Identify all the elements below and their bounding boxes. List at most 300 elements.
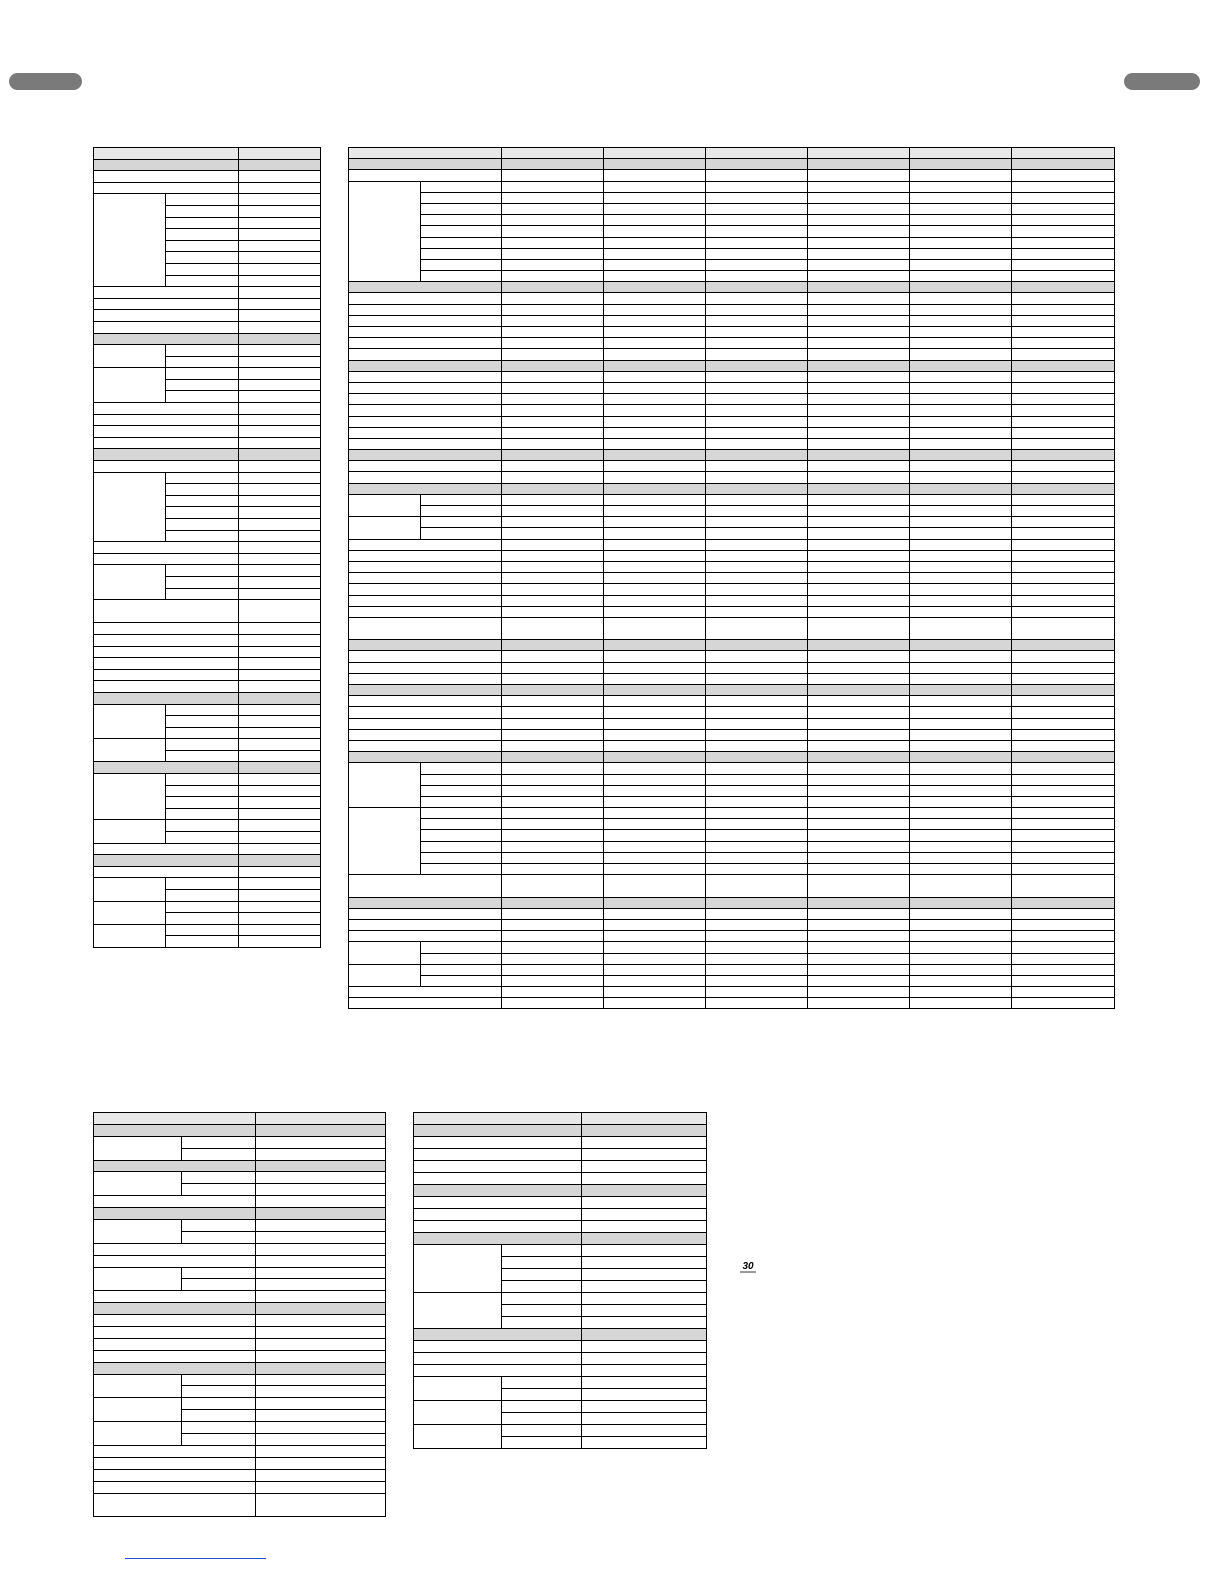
row-label <box>349 539 502 550</box>
value-cell <box>808 416 910 427</box>
value-cell <box>604 942 706 953</box>
value-cell <box>910 987 1012 998</box>
value-cell <box>1012 696 1115 707</box>
group-label <box>94 739 166 762</box>
section-row <box>349 360 1115 371</box>
sub-row-label <box>421 785 502 796</box>
value-cell <box>604 707 706 718</box>
value-cell <box>502 919 604 930</box>
value-cell <box>1012 237 1115 248</box>
sub-row-label <box>166 727 239 739</box>
value-cell <box>604 550 706 561</box>
value-cell <box>604 819 706 830</box>
value-cell <box>808 584 910 595</box>
group-label <box>94 774 166 820</box>
value-cell <box>502 259 604 270</box>
value-cell <box>910 405 1012 416</box>
table-row <box>414 1425 707 1437</box>
table-row <box>94 461 321 473</box>
section-row <box>349 640 1115 651</box>
row-label <box>349 472 502 483</box>
value-cell <box>706 897 808 908</box>
sub-row-label <box>166 890 239 902</box>
sub-row-label <box>502 1401 582 1413</box>
value-cell <box>706 640 808 651</box>
value-cell <box>502 617 604 639</box>
section-label <box>349 360 502 371</box>
value-cell <box>910 382 1012 393</box>
value-cell <box>808 606 910 617</box>
value-cell <box>502 506 604 517</box>
table-row <box>414 1341 707 1353</box>
row-label <box>94 600 239 623</box>
table-row <box>94 1196 386 1208</box>
table-row <box>94 669 321 681</box>
value-cell <box>582 1257 707 1269</box>
row-label <box>349 461 502 472</box>
row-label <box>414 1149 582 1161</box>
value-cell <box>706 192 808 203</box>
sub-row-label <box>166 229 239 241</box>
value-cell <box>1012 841 1115 852</box>
row-label <box>94 623 239 635</box>
table-row <box>94 565 321 577</box>
value-cell <box>239 298 321 310</box>
section-row <box>94 333 321 345</box>
value-cell <box>1012 998 1115 1009</box>
group-label <box>349 763 421 808</box>
value-cell <box>706 953 808 964</box>
value-cell <box>239 820 321 832</box>
table-row <box>349 830 1115 841</box>
section-row <box>94 159 321 171</box>
value-cell <box>604 371 706 382</box>
value-cell <box>256 1113 386 1125</box>
table-row <box>94 774 321 786</box>
value-cell <box>706 998 808 1009</box>
sub-row-label <box>421 528 502 539</box>
value-cell <box>910 271 1012 282</box>
sub-row-label <box>166 368 239 380</box>
value-cell <box>502 998 604 1009</box>
table-row <box>349 327 1115 338</box>
table-row <box>94 1445 386 1457</box>
value-cell <box>1012 830 1115 841</box>
value-cell <box>808 919 910 930</box>
section-row <box>414 1125 707 1137</box>
value-cell <box>502 494 604 505</box>
value-cell <box>706 785 808 796</box>
value-cell <box>239 379 321 391</box>
value-cell <box>706 763 808 774</box>
section-label <box>94 1208 256 1220</box>
value-cell <box>582 1281 707 1293</box>
value-cell <box>808 394 910 405</box>
sub-row-label <box>502 1389 582 1401</box>
value-cell <box>910 785 1012 796</box>
value-cell <box>502 427 604 438</box>
value-cell <box>706 338 808 349</box>
value-cell <box>808 662 910 673</box>
value-cell <box>582 1353 707 1365</box>
table-row <box>349 595 1115 606</box>
value-cell <box>239 901 321 913</box>
table-row <box>349 528 1115 539</box>
group-label <box>349 181 421 282</box>
value-cell <box>239 333 321 345</box>
value-cell <box>910 875 1012 897</box>
table-row <box>349 763 1115 774</box>
section-row <box>349 897 1115 908</box>
sub-row-label <box>166 391 239 403</box>
value-cell <box>239 368 321 380</box>
table-row <box>349 550 1115 561</box>
table-row <box>94 345 321 357</box>
sub-row-label <box>421 774 502 785</box>
table-row <box>94 1136 386 1148</box>
value-cell <box>604 327 706 338</box>
sub-row-label <box>166 739 239 751</box>
table-row <box>94 634 321 646</box>
table-row <box>94 1255 386 1267</box>
table-row <box>94 1327 386 1339</box>
value-cell <box>502 651 604 662</box>
table-row <box>349 718 1115 729</box>
table-row <box>94 1267 386 1279</box>
row-label <box>94 1315 256 1327</box>
value-cell <box>910 304 1012 315</box>
value-cell <box>1012 170 1115 181</box>
row-label <box>94 403 239 415</box>
sub-row-label <box>182 1148 256 1160</box>
value-cell <box>910 494 1012 505</box>
value-cell <box>256 1434 386 1446</box>
value-cell <box>706 293 808 304</box>
value-cell <box>706 170 808 181</box>
value-cell <box>239 275 321 287</box>
value-cell <box>910 506 1012 517</box>
value-cell <box>604 875 706 897</box>
row-label <box>94 1493 256 1517</box>
value-cell <box>582 1317 707 1329</box>
value-cell <box>256 1410 386 1422</box>
value-cell <box>1012 919 1115 930</box>
value-cell <box>808 494 910 505</box>
value-cell <box>910 248 1012 259</box>
value-cell <box>706 561 808 572</box>
value-cell <box>808 427 910 438</box>
sub-row-label <box>421 237 502 248</box>
value-cell <box>582 1233 707 1245</box>
value-cell <box>808 304 910 315</box>
section-row <box>349 282 1115 293</box>
group-label <box>414 1293 502 1329</box>
group-label <box>94 368 166 403</box>
value-cell <box>808 259 910 270</box>
row-label <box>349 729 502 740</box>
sub-row-label <box>421 964 502 975</box>
value-cell <box>910 964 1012 975</box>
sub-row-label <box>421 953 502 964</box>
value-cell <box>910 651 1012 662</box>
value-cell <box>502 416 604 427</box>
value-cell <box>256 1457 386 1469</box>
row-label <box>349 438 502 449</box>
row-label <box>94 646 239 658</box>
value-cell <box>502 450 604 461</box>
value-cell <box>239 507 321 519</box>
sub-row-label <box>421 830 502 841</box>
spec-table-left <box>93 147 321 948</box>
value-cell <box>256 1493 386 1517</box>
value-cell <box>604 483 706 494</box>
value-cell <box>239 263 321 275</box>
table-row <box>349 998 1115 1009</box>
value-cell <box>604 987 706 998</box>
group-label <box>94 1172 182 1196</box>
row-label <box>349 617 502 639</box>
value-cell <box>502 226 604 237</box>
value-cell <box>808 696 910 707</box>
sub-row-label <box>502 1437 582 1449</box>
value-cell <box>706 651 808 662</box>
sub-row-label <box>166 878 239 890</box>
value-cell <box>604 919 706 930</box>
sub-row-label <box>166 275 239 287</box>
value-cell <box>256 1267 386 1279</box>
section-row <box>349 483 1115 494</box>
sub-row-label <box>421 506 502 517</box>
group-label <box>349 494 421 516</box>
value-cell <box>502 215 604 226</box>
table-row <box>94 1243 386 1255</box>
table-row <box>349 461 1115 472</box>
group-label <box>94 1422 182 1446</box>
table-row <box>414 1353 707 1365</box>
value-cell <box>910 170 1012 181</box>
table-row <box>349 584 1115 595</box>
value-cell <box>502 304 604 315</box>
sub-row-label <box>421 819 502 830</box>
value-cell <box>502 729 604 740</box>
table-row <box>349 796 1115 807</box>
row-label <box>349 740 502 751</box>
value-cell <box>1012 561 1115 572</box>
table-row <box>349 729 1115 740</box>
table-header-row <box>349 148 1115 159</box>
value-cell <box>910 438 1012 449</box>
value-cell <box>502 987 604 998</box>
table-row <box>414 1209 707 1221</box>
value-cell <box>808 864 910 875</box>
value-cell <box>910 416 1012 427</box>
group-label <box>94 1374 182 1398</box>
value-cell <box>582 1377 707 1389</box>
value-cell <box>604 427 706 438</box>
group-label <box>349 964 421 986</box>
value-cell <box>808 796 910 807</box>
value-cell <box>582 1137 707 1149</box>
value-cell <box>502 931 604 942</box>
value-cell <box>910 685 1012 696</box>
value-cell <box>604 259 706 270</box>
spec-table-bottom-middle <box>413 1112 707 1449</box>
value-cell <box>256 1196 386 1208</box>
value-cell <box>502 461 604 472</box>
row-label <box>414 1209 582 1221</box>
table-row <box>94 924 321 936</box>
value-cell <box>808 226 910 237</box>
table-row <box>349 819 1115 830</box>
value-cell <box>256 1160 386 1172</box>
table-row <box>349 852 1115 863</box>
value-cell <box>239 855 321 867</box>
table-row <box>414 1197 707 1209</box>
table-row <box>94 194 321 206</box>
value-cell <box>1012 450 1115 461</box>
section-label <box>349 450 502 461</box>
value-cell <box>808 450 910 461</box>
value-cell <box>502 192 604 203</box>
sub-row-label <box>182 1279 256 1291</box>
value-cell <box>239 217 321 229</box>
value-cell <box>239 704 321 716</box>
row-label <box>349 170 502 181</box>
footer-link-underline[interactable] <box>125 1558 266 1559</box>
value-cell <box>706 852 808 863</box>
sub-row-label <box>502 1317 582 1329</box>
value-cell <box>256 1350 386 1362</box>
value-cell <box>1012 617 1115 639</box>
value-cell <box>706 573 808 584</box>
row-label <box>94 171 239 183</box>
value-cell <box>808 964 910 975</box>
value-cell <box>604 729 706 740</box>
row-label <box>94 1243 256 1255</box>
value-cell <box>604 203 706 214</box>
row-label <box>94 681 239 693</box>
group-label <box>94 565 166 600</box>
table-row <box>349 942 1115 953</box>
table-row <box>94 1374 386 1386</box>
sub-row-label <box>166 472 239 484</box>
table-header-row <box>94 148 321 160</box>
table-row <box>94 1398 386 1410</box>
value-cell <box>910 718 1012 729</box>
table-row <box>349 506 1115 517</box>
value-cell <box>706 327 808 338</box>
value-cell <box>1012 416 1115 427</box>
value-cell <box>808 987 910 998</box>
table-row <box>94 472 321 484</box>
table-row <box>414 1365 707 1377</box>
value-cell <box>502 841 604 852</box>
section-row <box>94 692 321 704</box>
value-cell <box>1012 774 1115 785</box>
value-cell <box>502 315 604 326</box>
value-cell <box>1012 640 1115 651</box>
value-cell <box>706 438 808 449</box>
value-cell <box>706 841 808 852</box>
value-cell <box>1012 808 1115 819</box>
value-cell <box>706 740 808 751</box>
table-row <box>349 517 1115 528</box>
value-cell <box>808 203 910 214</box>
value-cell <box>256 1386 386 1398</box>
value-cell <box>808 897 910 908</box>
value-cell <box>604 304 706 315</box>
value-cell <box>910 203 1012 214</box>
value-cell <box>1012 573 1115 584</box>
table-row <box>349 181 1115 192</box>
value-cell <box>808 282 910 293</box>
value-cell <box>502 382 604 393</box>
value-cell <box>239 936 321 948</box>
value-cell <box>706 483 808 494</box>
value-cell <box>1012 215 1115 226</box>
table-row <box>94 1291 386 1303</box>
value-cell <box>502 483 604 494</box>
section-row <box>94 449 321 461</box>
table-row <box>94 1220 386 1232</box>
value-cell <box>239 194 321 206</box>
row-label <box>349 327 502 338</box>
value-cell <box>910 293 1012 304</box>
row-label <box>414 1197 582 1209</box>
value-cell <box>502 942 604 953</box>
value-cell <box>910 808 1012 819</box>
group-label <box>94 878 166 901</box>
value-cell <box>1012 483 1115 494</box>
value-cell <box>910 673 1012 684</box>
value-cell <box>239 159 321 171</box>
table-row <box>94 298 321 310</box>
value-cell <box>502 763 604 774</box>
sub-row-label <box>421 808 502 819</box>
value-cell <box>604 215 706 226</box>
sub-row-label <box>421 494 502 505</box>
value-cell <box>1012 651 1115 662</box>
value-cell <box>910 237 1012 248</box>
value-cell <box>706 528 808 539</box>
value-cell <box>910 550 1012 561</box>
value-cell <box>1012 181 1115 192</box>
value-cell <box>808 461 910 472</box>
value-cell <box>502 237 604 248</box>
row-label <box>349 561 502 572</box>
sub-row-label <box>421 271 502 282</box>
value-cell <box>239 461 321 473</box>
value-cell <box>239 832 321 844</box>
value-cell <box>239 542 321 554</box>
section-label <box>94 1124 256 1136</box>
value-cell <box>1012 752 1115 763</box>
value-cell <box>910 897 1012 908</box>
value-cell <box>604 293 706 304</box>
value-cell <box>1012 897 1115 908</box>
sub-row-label <box>421 192 502 203</box>
value-cell <box>239 658 321 670</box>
value-cell <box>808 405 910 416</box>
table-row <box>349 371 1115 382</box>
row-label <box>94 1445 256 1457</box>
row-label <box>94 1196 256 1208</box>
row-label <box>349 696 502 707</box>
table-row <box>94 287 321 299</box>
table-row <box>94 1172 386 1184</box>
value-cell <box>808 752 910 763</box>
value-cell <box>808 237 910 248</box>
